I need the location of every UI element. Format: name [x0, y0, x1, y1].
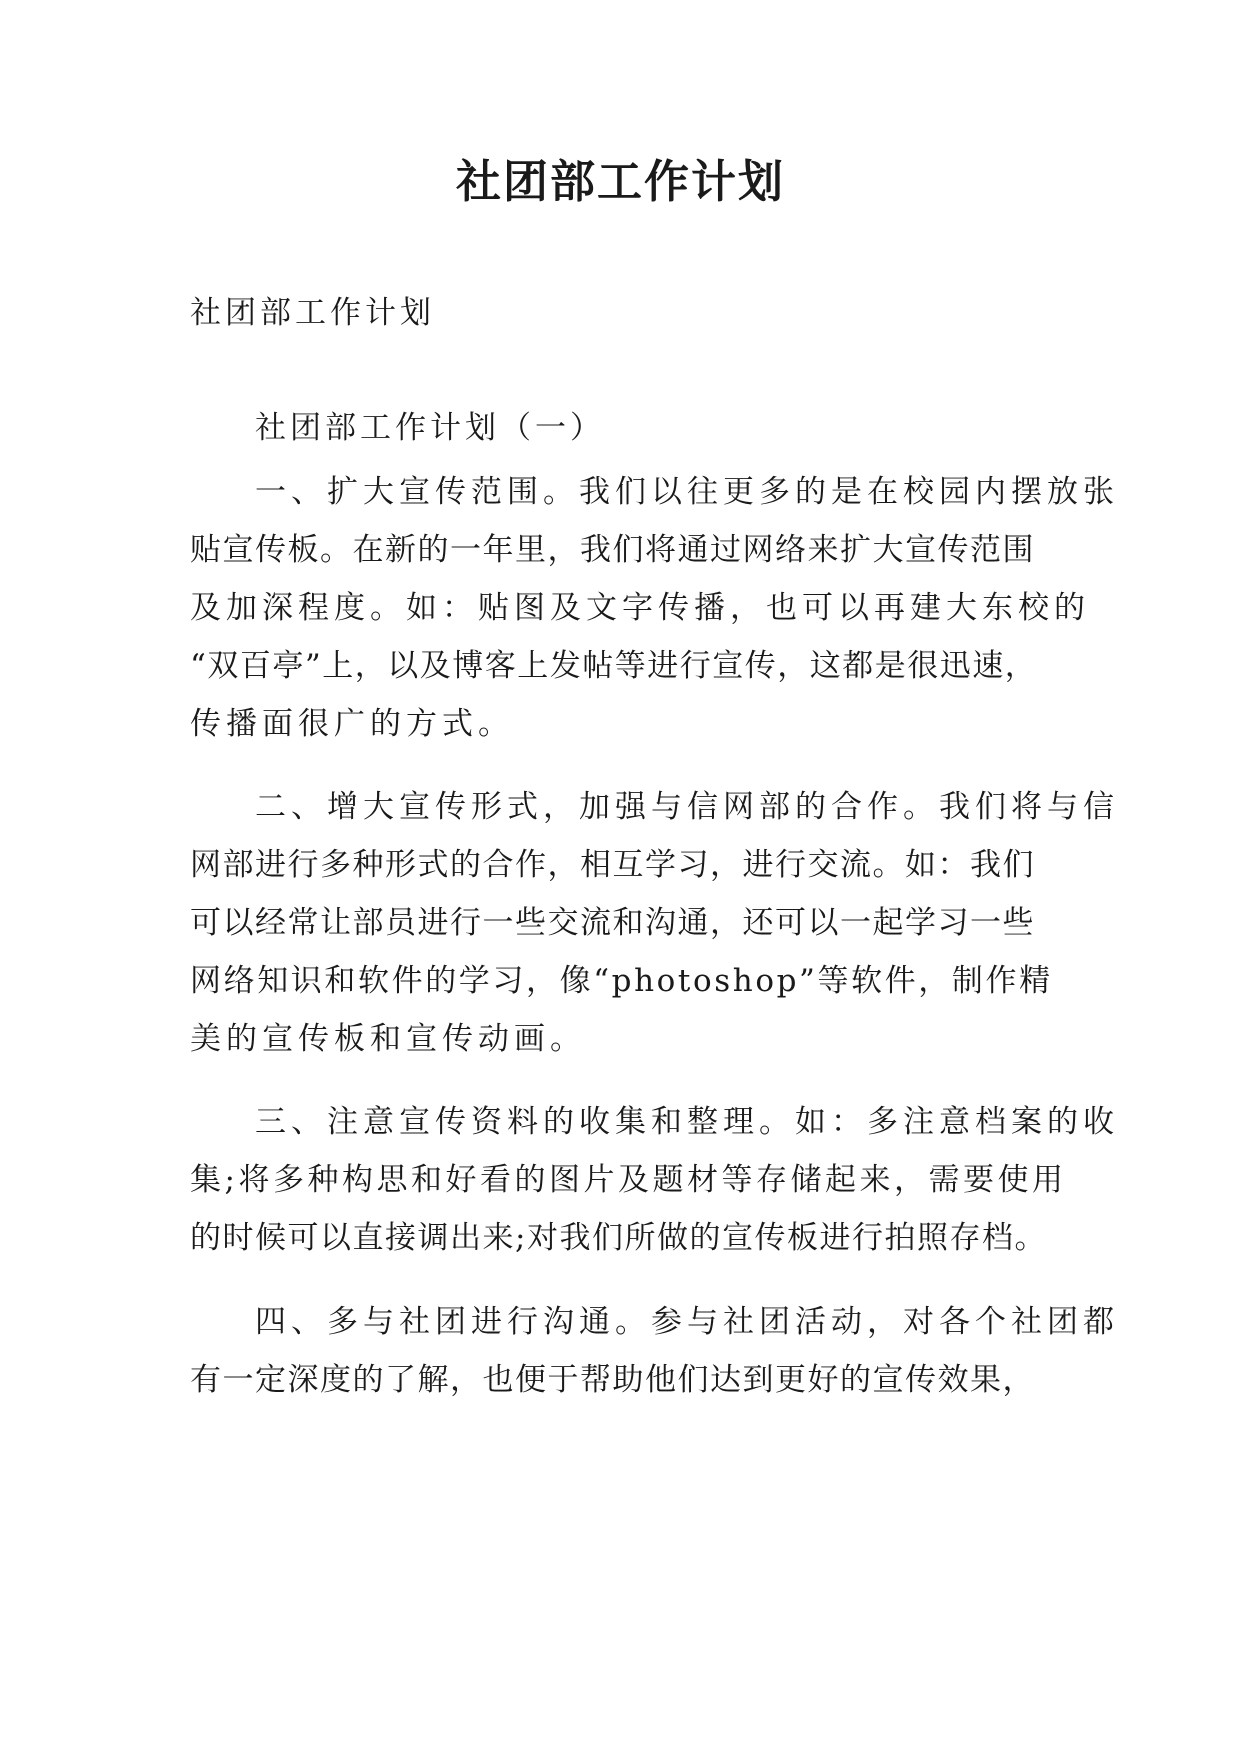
paragraph-line: 可以经常让部员进行一些交流和沟通，还可以一起学习一些 — [190, 905, 1035, 941]
paragraph-3 — [190, 1093, 1119, 1267]
paragraph-line: 网部进行多种形式的合作，相互学习，进行交流。如：我们 — [190, 847, 1035, 883]
paragraph-line: 四、多与社团进行沟通。参与社团活动，对各个社团都 — [255, 1304, 1119, 1340]
document-title: 社团部工作计划 — [455, 155, 785, 208]
paragraph-2 — [190, 778, 1119, 1068]
paragraph-line: 美的宣传板和宣传动画。 — [190, 1021, 586, 1057]
paragraph-line: 贴宣传板。在新的一年里，我们将通过网络来扩大宣传范围 — [190, 532, 1035, 568]
paragraph-line: 及加深程度。如：贴图及文字传播，也可以再建大东校的 — [190, 590, 1090, 626]
paragraph-line: 网络知识和软件的学习，像“photoshop”等软件，制作精 — [190, 963, 1053, 999]
paragraph-line: “双百亭”上，以及博客上发帖等进行宣传，这都是很迅速， — [190, 648, 1038, 684]
paragraph-4 — [190, 1293, 1119, 1409]
paragraph-line: 有一定深度的了解，也便于帮助他们达到更好的宣传效果， — [190, 1362, 1035, 1398]
document-subtitle: 社团部工作计划 — [190, 295, 435, 331]
section-heading: 社团部工作计划（一） — [255, 410, 605, 446]
paragraph-1 — [190, 463, 1119, 753]
paragraph-line: 一、扩大宣传范围。我们以往更多的是在校园内摆放张 — [255, 474, 1119, 510]
paragraph-line: 三、注意宣传资料的收集和整理。如：多注意档案的收 — [255, 1104, 1119, 1140]
paragraph-line: 的时候可以直接调出来;对我们所做的宣传板进行拍照存档。 — [190, 1220, 1047, 1256]
paragraph-line: 传播面很广的方式。 — [190, 706, 514, 742]
paragraph-line: 集;将多种构思和好看的图片及题材等存储起来，需要使用 — [190, 1162, 1067, 1198]
paragraph-line: 二、增大宣传形式，加强与信网部的合作。我们将与信 — [255, 789, 1119, 825]
